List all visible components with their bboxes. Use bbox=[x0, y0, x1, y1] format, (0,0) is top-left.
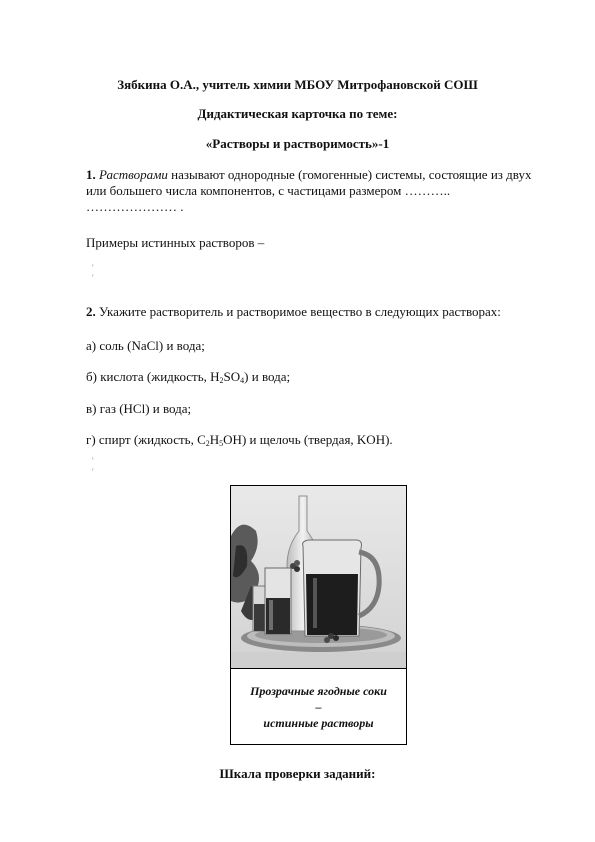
task2-number: 2. bbox=[86, 304, 96, 319]
answer-mark: ' bbox=[92, 456, 94, 466]
answer-mark: ' bbox=[92, 263, 94, 273]
task2-item-a: а) соль (NaCl) и вода; bbox=[86, 338, 205, 353]
author-line: Зябкина О.А., учитель химии МБОУ Митрофановской СОШ bbox=[117, 77, 478, 92]
card-title: Дидактическая карточка по теме: bbox=[197, 106, 398, 121]
footer-title: Шкала проверки заданий: bbox=[219, 766, 376, 781]
task1-text: называют однородные (гомогенные) системы, состоящие из двух или большего числа компонентов, с частицами размером ……….. ………………… . bbox=[86, 167, 532, 214]
task1-examples: Примеры истинных растворов – bbox=[86, 235, 265, 250]
caption-line-2: – bbox=[315, 700, 322, 714]
answer-mark: ' bbox=[92, 467, 94, 477]
figure-caption bbox=[231, 683, 406, 731]
topic-title: «Растворы и растворимость»-1 bbox=[205, 136, 390, 151]
task2-item-d: г) спирт (жидкость, $C_2H_5OH$) и щелочь (твердая, KOH). bbox=[86, 432, 393, 448]
task2-paragraph bbox=[86, 304, 538, 320]
juice-figure bbox=[230, 485, 407, 745]
task1-number: 1. bbox=[86, 167, 96, 182]
answer-mark: ' bbox=[92, 273, 94, 283]
juice-photo bbox=[231, 486, 406, 669]
task2-item-b: б) кислота (жидкость, $H_2SO_4$) и вода; bbox=[86, 369, 291, 385]
caption-line-1: Прозрачные ягодные соки bbox=[250, 684, 387, 698]
caption-line-3: истинные растворы bbox=[263, 716, 374, 730]
task2-item-c: в) газ (HCl) и вода; bbox=[86, 401, 192, 416]
task2-text: Укажите растворитель и растворимое вещество в следующих растворах: bbox=[95, 304, 501, 319]
task1-term: Растворами bbox=[99, 167, 168, 182]
task1-paragraph bbox=[86, 167, 538, 215]
